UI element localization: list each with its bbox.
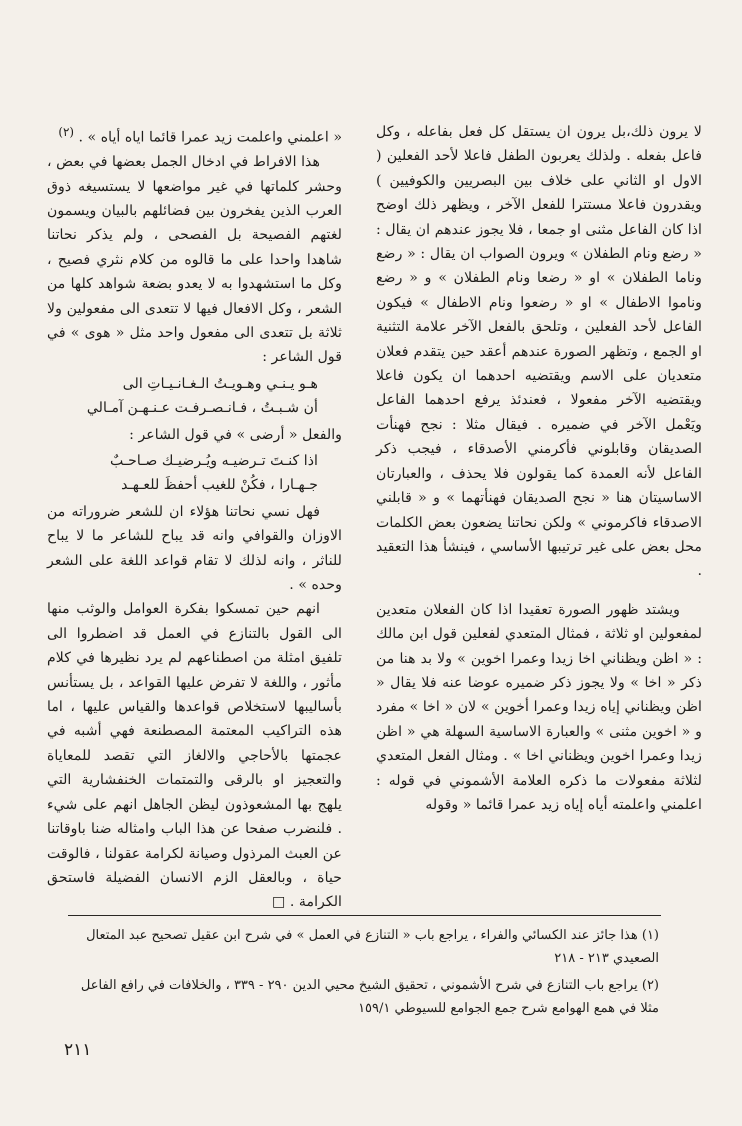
left-paragraph-2: والفعل « أرضى » في قول الشاعر : bbox=[129, 426, 342, 443]
verse-1 bbox=[47, 372, 342, 421]
verse-2 bbox=[47, 449, 342, 498]
verse-1-first-hemistich: هـو يـنـي وهـويـتُ الـغـانـيـاتِ الى bbox=[122, 375, 318, 392]
page-number: ٢١١ bbox=[64, 1040, 92, 1060]
right-text-column bbox=[376, 120, 702, 817]
footnotes bbox=[59, 924, 659, 1024]
left-paragraph-1: هذا الافراط في ادخال الجمل بعضها في بعض ، وحشر كلماتها في غير مواضعها لا يستسيغه ذوق العرب الذين يفخرون بين فضائلهم بالبيان ويسمون لغتهم الفصيحة بل الفصحى ، ولم يذكر نحاتنا شاهدا واحدا على ما قالوه من كلام نثري فصيح ، وكل ما استشهدوا به لا يعدو بضعة شواهد كلها من الشعر ، وكل الافعال فيها لا تتعدى الى مفعولين ولا ثلاثة بل تتعدى الى مفعول واحد مثل « هوى » في قول الشاعر : bbox=[47, 154, 342, 366]
end-mark-icon: □ bbox=[271, 894, 286, 911]
right-paragraph-1: لا يرون ذلك،بل يرون ان يستقل كل فعل بفاعله ، وكل فاعل بفعله . ولذلك يعربون الطفل فاعلا لأحد الفعلين ( الاول او الثاني على خلاف بين البصريين والكوفيين ) ويقدرون فاعلا مستترا للفعل الآخر ، ويظهر ذلك اوضح اذا كان الفاعل مثنى او جمعا ، فلا يجوز عندهم ان يقال : « رضع ونام الطفلان » ويرون الصواب ان يقال : « رضع وناما الطفلان » او « رضعا ونام الطفلان » و « رضع وناموا الاطفال » او « رضعوا ونام الاطفال » فيكون الفاعل لأحد الفعلين ، وتلحق بالفعل الآخر علامة التثنية او الجمع ، وتظهر الصورة عندهم أعقد حين يتقدم فعلان متعديان على الاسم ويقتضيه احدهما ان يكون فاعلا ويقتضيه الآخر مفعولا ، فعندئذ يرفع احدهما الفاعل ويَعْمل الآخر في ضميره . فيقال مثلا : نجح فهنأت الصديقان وقابلوني فأكرمني الأصدقاء ، فيجب ذكر الفاعل لأنه العمدة كما يقولون فلا يحذف ، والعبارتان الاساسيتان هنا « نجح الصديقان فهنأتهما » و « قابلني الاصدقاء فاكرموني » ولكن نحاتنا يضعون بعض الكلمات محل بعض على غير ترتيبها الأساسي ، فينشأ هذا التعقيد . bbox=[376, 124, 702, 580]
left-text-column bbox=[47, 120, 342, 915]
footnote-2: (٢) يراجع باب التنازع في شرح الأشموني ، تحقيق الشيخ محيي الدين ٢٩٠ - ٣٣٩ ، والخلافات في رافع الفاعل مثلا في همع الهوامع شرح جمع الجوامع للسيوطي ١٥٩/١ bbox=[80, 978, 659, 1016]
verse-2-second-hemistich: جـهـارا ، فكُنْ للغيب أحفظَ للعـهـد bbox=[121, 477, 318, 494]
verse-1-second-hemistich: أن شـبـتُ ، فـانـصـرفـت عـنـهـن آمـالي bbox=[86, 400, 318, 417]
left-paragraph-4 bbox=[47, 597, 342, 914]
opening-quote: « اعلمني واعلمت زيد عمرا قائما اياه أياه » . bbox=[78, 129, 342, 146]
verse-2-first-hemistich: اذا كنـتَ تـرضيـه ويُـرضيـك صـاحـبٌ bbox=[110, 453, 318, 470]
footnote-divider bbox=[68, 915, 661, 916]
right-paragraph-2: ويشتد ظهور الصورة تعقيدا اذا كان الفعلان متعدين لمفعولين او ثلاثة ، فمثال المتعدي لفعلين قول ابن مالك : « اظن ويظناني اخا زيدا وعمرا اخوين » ولا بد هنا من ذكر « اخا » ولا يجوز ذكر ضميره عوضا عنه فلا يقال « اظن ويظناني إياه زيدا وعمرا أخوين » لان « اخا » مفرد و « اخوين مثنى » والعبارة الاساسية السهلة هي « اظن زيدا وعمرا اخوين ويظناني اخا » . ومثال الفعل المتعدي لثلاثة مفعولات ما ذكره العلامة الأشموني في قوله : اعلمني واعلمته أياه إياه زيد عمرا قائما « وقوله bbox=[376, 601, 702, 813]
left-paragraph-3: فهل نسي نحاتنا هؤلاء ان للشعر ضروراته من الاوزان والقوافي وانه قد يباح للشاعر ما لا يباح للناثر ، وانه لذلك لا تقام قواعد اللغة على الشعر وحده » . bbox=[47, 503, 342, 594]
left-paragraph-4-text: انهم حين تمسكوا بفكرة العوامل والوثب منها الى القول بالتنازع في العمل قد اضطروا الى تلفيق امثلة من اصطناعهم لم يرد نظيرها في كلام مأثور ، واللغة لا تفرض عليها القواعد ، بل يستأنس بأساليبها لاستخلاص قواعدها والقياس عليها ، اما هذه التراكيب المعتمة المصطنعة فهي أشبه في عجمتها بالأحاجي والالغاز التي تقصد للمعاياة والتعجيز او بالرقى والتمتمات الخنفشارية التي يلهج بها المشعوذون ليظن الجاهل انهم على شيء . فلنضرب صفحا عن هذا الباب وامثاله ضنا باوقاتنا عن العبث المرذول وصيانة لكرامة عقولنا ، فالوقت حياة ، وبالعقل الزم الانسان الفضيلة فاستحق الكرامة . bbox=[47, 601, 342, 911]
footnote-ref-2: (٢) bbox=[58, 125, 74, 139]
left-opening-line bbox=[47, 120, 342, 150]
footnote-1: (١) هذا جائز عند الكسائي والفراء ، يراجع باب « التنازع في العمل » في شرح ابن عقيل تصحيح عبد المتعال الصعيدي ٢١٣ - ٢١٨ bbox=[86, 928, 659, 966]
